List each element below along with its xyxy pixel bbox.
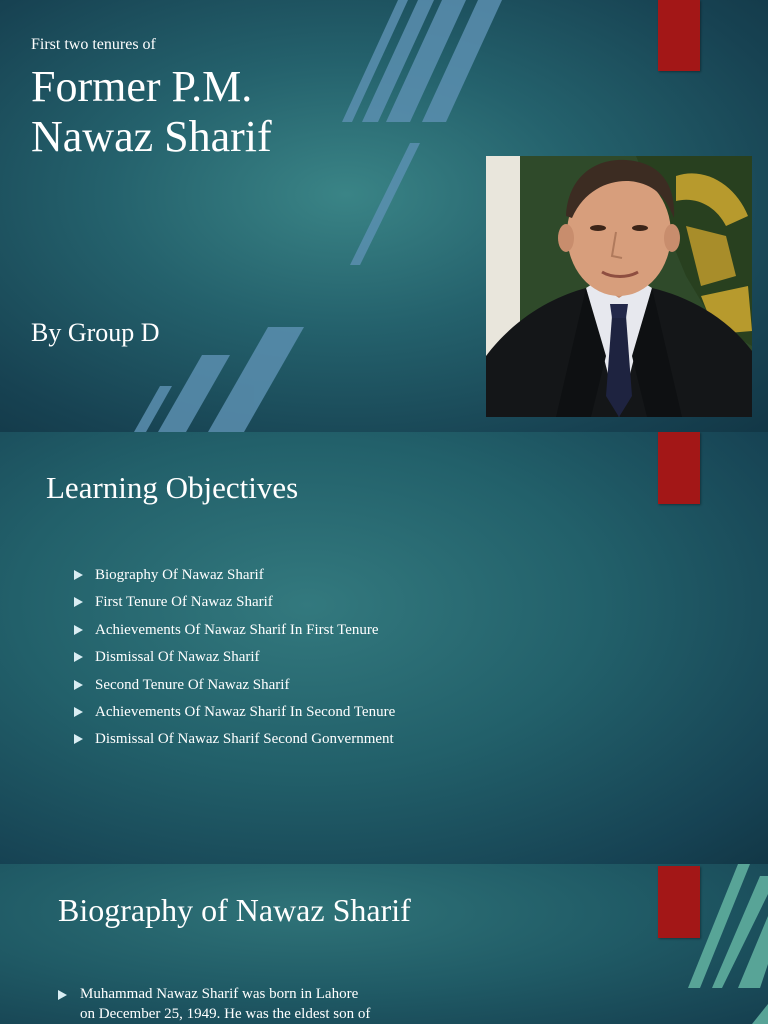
- biography-text: [80, 984, 418, 1024]
- list-item: [74, 701, 395, 728]
- title-line-1: Former P.M.: [31, 62, 253, 111]
- list-item-text: First Tenure Of Nawaz Sharif: [95, 594, 273, 611]
- list-item-text: Dismissal Of Nawaz Sharif: [95, 649, 260, 666]
- bio-line-1: Muhammad Nawaz Sharif was born in Lahore: [80, 986, 359, 1002]
- list-item-text: Second Tenure Of Nawaz Sharif: [95, 676, 290, 693]
- bio-line-2: on December 25, 1949. He was the eldest son of: [80, 1006, 371, 1022]
- list-item: [74, 674, 395, 701]
- red-accent-tab: [658, 432, 700, 504]
- bullet-arrow-icon: [74, 652, 83, 662]
- bullet-arrow-icon: [74, 570, 83, 580]
- title-line-2: Nawaz Sharif: [31, 112, 272, 161]
- list-item-text: Achievements Of Nawaz Sharif In Second Tenure: [95, 703, 396, 720]
- bullet-arrow-icon: [74, 597, 83, 607]
- objectives-heading: Learning Objectives: [46, 470, 299, 505]
- page-title: [31, 62, 272, 162]
- list-item: [74, 619, 395, 646]
- objectives-slide: [0, 432, 768, 864]
- list-item-text: Achievements Of Nawaz Sharif In First Tenure: [95, 621, 379, 638]
- bullet-arrow-icon: [58, 990, 67, 1000]
- bullet-arrow-icon: [74, 680, 83, 690]
- bullet-arrow-icon: [74, 707, 83, 717]
- byline: By Group D: [31, 318, 160, 347]
- portrait-illustration: [486, 156, 752, 417]
- title-slide: [0, 0, 768, 432]
- title-kicker: First two tenures of: [31, 36, 156, 53]
- biography-heading: Biography of Nawaz Sharif: [58, 892, 411, 928]
- red-accent-tab: [658, 866, 700, 938]
- list-item-text: Dismissal Of Nawaz Sharif Second Gonvernment: [95, 731, 394, 748]
- portrait-photo: [486, 156, 752, 417]
- objectives-list: [74, 564, 395, 756]
- list-item: [74, 646, 395, 673]
- bullet-arrow-icon: [74, 734, 83, 744]
- list-item: [74, 728, 395, 755]
- bullet-arrow-icon: [74, 625, 83, 635]
- biography-paragraph: [58, 984, 418, 1024]
- list-item-text: Biography Of Nawaz Sharif: [95, 567, 264, 583]
- biography-slide: [0, 864, 768, 1024]
- red-accent-tab: [658, 0, 700, 71]
- list-item: [74, 591, 395, 618]
- list-item: [74, 564, 395, 591]
